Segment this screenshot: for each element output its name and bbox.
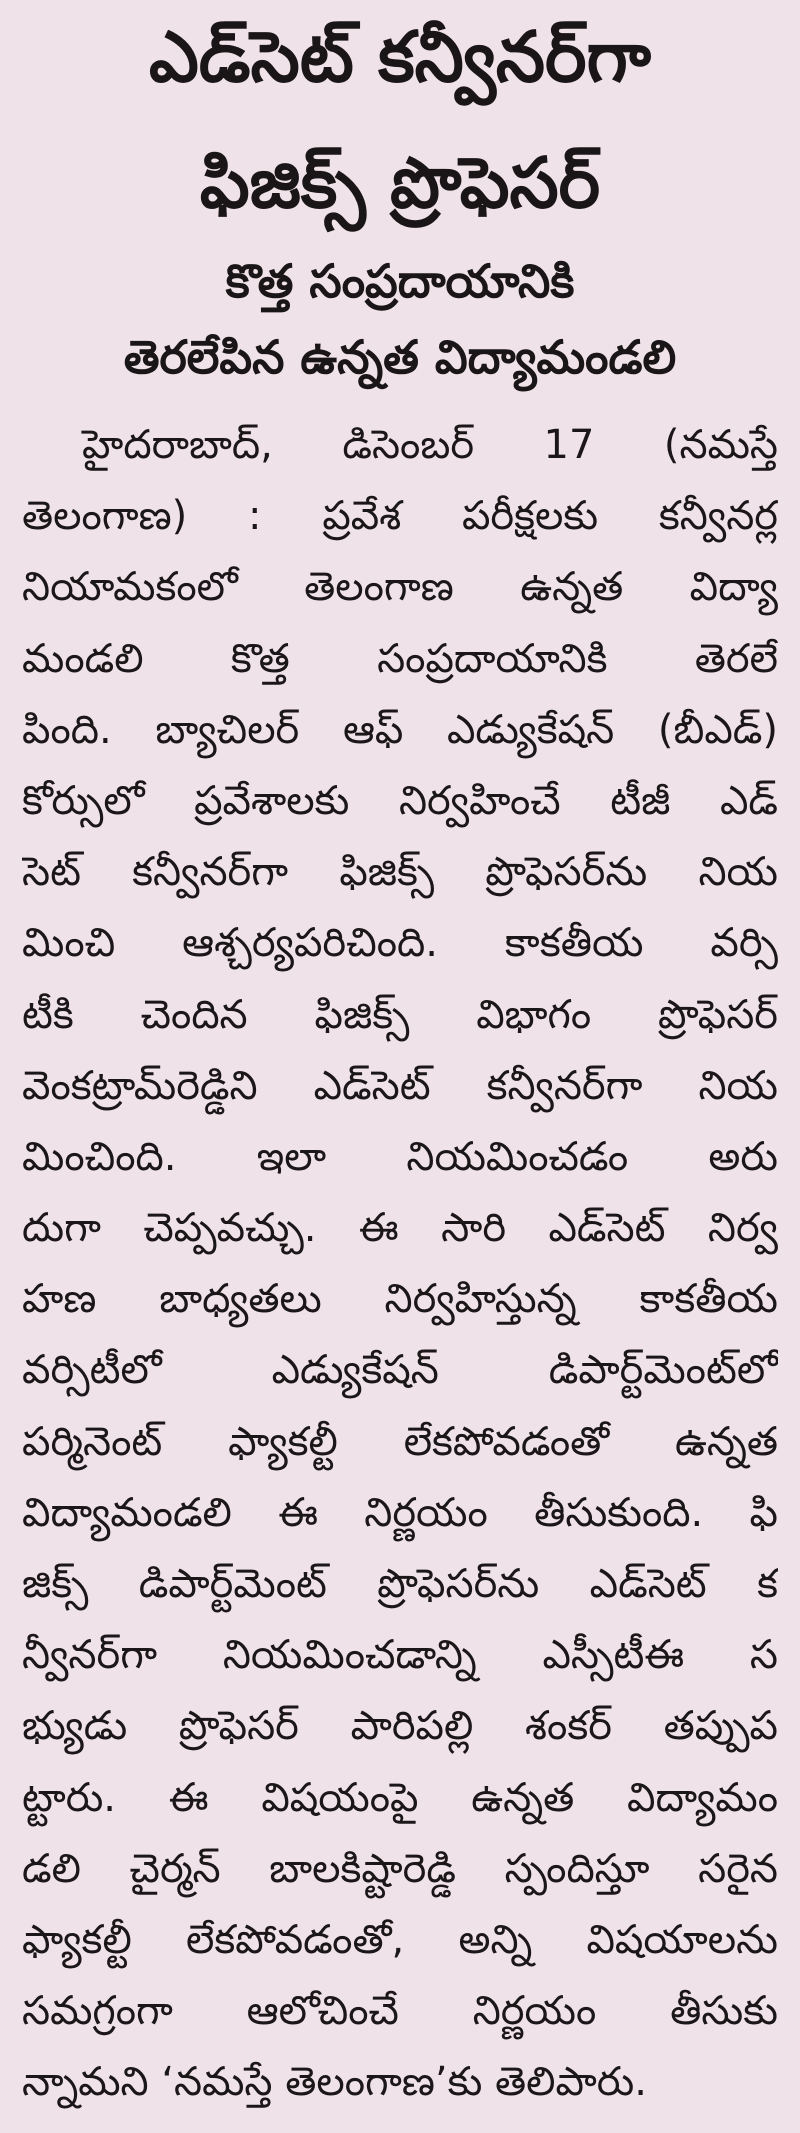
body-line: పర్మినెంట్ ఫ్యాకల్టీ లేకపోవడంతో ఉన్నత [22, 1418, 778, 1465]
body-line: హణ బాధ్యతలు నిర్వహిస్తున్న కాకతీయ [22, 1276, 778, 1323]
body-line: హైదరాబాద్, డిసెంబర్ 17 (నమస్తే [82, 422, 778, 468]
body-line: పింది. బ్యాచిలర్ ఆఫ్ ఎడ్యుకేషన్ (బీఎడ్) [22, 706, 778, 753]
subheadline-line-2: తెరలేపిన ఉన్నత విద్యామండలి [123, 330, 677, 384]
subheadline-line-1: కొత్త సంప్రదాయానికి [225, 254, 575, 308]
body-line: మండలి కొత్త సంప్రదాయానికి తెరలే [22, 635, 778, 682]
body-line: మించింది. ఇలా నియమించడం అరు [22, 1133, 778, 1180]
body-line: నియామకంలో తెలంగాణ ఉన్నత విద్యా [22, 564, 778, 611]
article-body [22, 410, 778, 2119]
body-line: ఫ్యాకల్టీ లేకపోవడంతో, అన్ని విషయాలను [22, 1916, 778, 1963]
body-line: విద్యామండలి ఈ నిర్ణయం తీసుకుంది. ఫి [22, 1489, 778, 1536]
headline-line-1: ఎడ్‌సెట్ కన్వీనర్‌గా [149, 16, 651, 98]
body-line: టీకి చెందిన ఫిజిక్స్ విభాగం ప్రొఫెసర్ [22, 991, 778, 1038]
body-line: సెట్ కన్వీనర్‌గా ఫిజిక్స్ ప్రొఫెసర్‌ను నియ [22, 849, 778, 896]
body-line: మించి ఆశ్చర్యపరిచింది. కాకతీయ వర్సి [22, 920, 778, 967]
body-line: డలి చైర్మన్ బాలకిష్టారెడ్డి స్పందిస్తూ సరైన [22, 1845, 778, 1892]
headline-line-2: ఫిజిక్స్ ప్రొఫెసర్ [199, 142, 601, 224]
body-line: ట్టారు. ఈ విషయంపై ఉన్నత విద్యామం [22, 1774, 778, 1821]
body-line: దుగా చెప్పవచ్చు. ఈ సారి ఎడ్‌సెట్ నిర్వ [22, 1205, 778, 1252]
body-line: వర్సిటీలో ఎడ్యుకేషన్ డిపార్ట్‌మెంట్‌లో [22, 1347, 778, 1394]
body-line: సమగ్రంగా ఆలోచించే నిర్ణయం తీసుకు [22, 1988, 778, 2035]
body-line: న్వీనర్‌గా నియమించడాన్ని ఎస్సీటీఈ స [22, 1632, 778, 1679]
body-line: న్నామని ‘నమస్తే తెలంగాణ’కు తెలిపారు. [22, 2059, 647, 2106]
body-line: తెలంగాణ) : ప్రవేశ పరీక్షలకు కన్వీనర్ల [22, 493, 778, 540]
body-line: కోర్సులో ప్రవేశాలకు నిర్వహించే టీజీ ఎడ్ [22, 777, 778, 824]
body-line: వెంకట్రామ్‌రెడ్డిని ఎడ్‌సెట్ కన్వీనర్‌గా నియ [22, 1062, 778, 1109]
body-line: భ్యుడు ప్రొఫెసర్ పారిపల్లి శంకర్ తప్పుప [22, 1703, 778, 1750]
body-line: జిక్స్ డిపార్ట్‌మెంట్ ప్రొఫెసర్‌ను ఎడ్‌సెట్ క [22, 1561, 778, 1607]
